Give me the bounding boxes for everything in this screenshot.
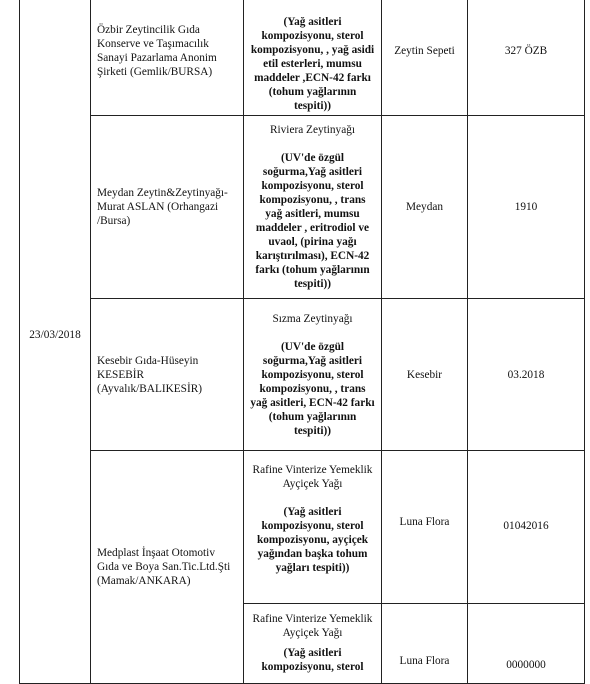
product-cell	[244, 451, 382, 604]
lot-cell: 01042016	[468, 451, 585, 604]
product-cell	[244, 0, 382, 116]
product-name: Sızma Zeytinyağı	[272, 312, 353, 325]
table-row	[20, 116, 585, 299]
product-cell	[244, 299, 382, 451]
product-name	[250, 0, 375, 1]
lot-cell: 03.2018	[468, 299, 585, 451]
table-row	[20, 299, 585, 451]
analysis-text: (Yağ asitleri kompozisyonu, sterol kompozisyonu, ayçiçek yağından başka tohum yağları tespiti))	[256, 506, 369, 574]
brand-cell: Kesebir	[382, 299, 468, 451]
analysis-text: (UV'de özgül soğurma,Yağ asitleri kompozisyonu, sterol kompozisyonu, , trans yağ asitleri, mumsu maddeler , eritrodiol ve uvaol, (pirina yağı karıştırılması), ECN-42 farkı (tohum yağlarının tespiti))	[255, 152, 370, 290]
product-name: Rafine Vinterize Yemeklik Ayçiçek Yağı	[252, 464, 373, 490]
brand-cell: Zeytin Sepeti	[382, 0, 468, 116]
date-cell: 23/03/2018	[20, 0, 91, 684]
product-name: Rafine Vinterize Yemeklik Ayçiçek Yağı	[252, 613, 373, 639]
lot-cell: 1910	[468, 116, 585, 299]
analysis-text: (UV'de özgül soğurma,Yağ asitleri kompozisyonu, sterol kompozisyonu, , trans yağ asitleri, ECN-42 farkı (tohum yağlarının tespiti))	[250, 340, 375, 437]
brand-cell: Luna Flora	[382, 451, 468, 604]
firm-cell: Kesebir Gıda-Hüseyin KESEBİR (Ayvalık/BALIKESİR)	[91, 299, 244, 451]
product-name: Riviera Zeytinyağı	[269, 124, 355, 136]
brand-cell: Luna Flora	[382, 604, 468, 684]
table-row	[20, 451, 585, 604]
product-cell	[244, 604, 382, 684]
lot-cell: 327 ÖZB	[468, 0, 585, 116]
analysis-text: (Yağ asitleri kompozisyonu, sterol	[261, 647, 364, 673]
firm-cell: Özbir Zeytincilik Gıda Konserve ve Taşımacılık Sanayi Pazarlama Anonim Şirketi (Gemlik/BURSA)	[91, 0, 244, 116]
firm-cell: Medplast İnşaat Otomotiv Gıda ve Boya San.Tic.Ltd.Şti (Mamak/ANKARA)	[91, 451, 244, 684]
inspection-table	[19, 0, 585, 684]
table-row	[20, 0, 585, 116]
analysis-text: (Yağ asitleri kompozisyonu, sterol kompozisyonu, , yağ asidi etil esterleri, mumsu maddeler ,ECN-42 farkı (tohum yağlarının tespiti))	[250, 16, 375, 112]
lot-cell: 0000000	[468, 604, 585, 684]
product-cell	[244, 116, 382, 299]
brand-cell: Meydan	[382, 116, 468, 299]
firm-cell: Meydan Zeytin&Zeytinyağı-Murat ASLAN (Orhangazi /Bursa)	[91, 116, 244, 299]
